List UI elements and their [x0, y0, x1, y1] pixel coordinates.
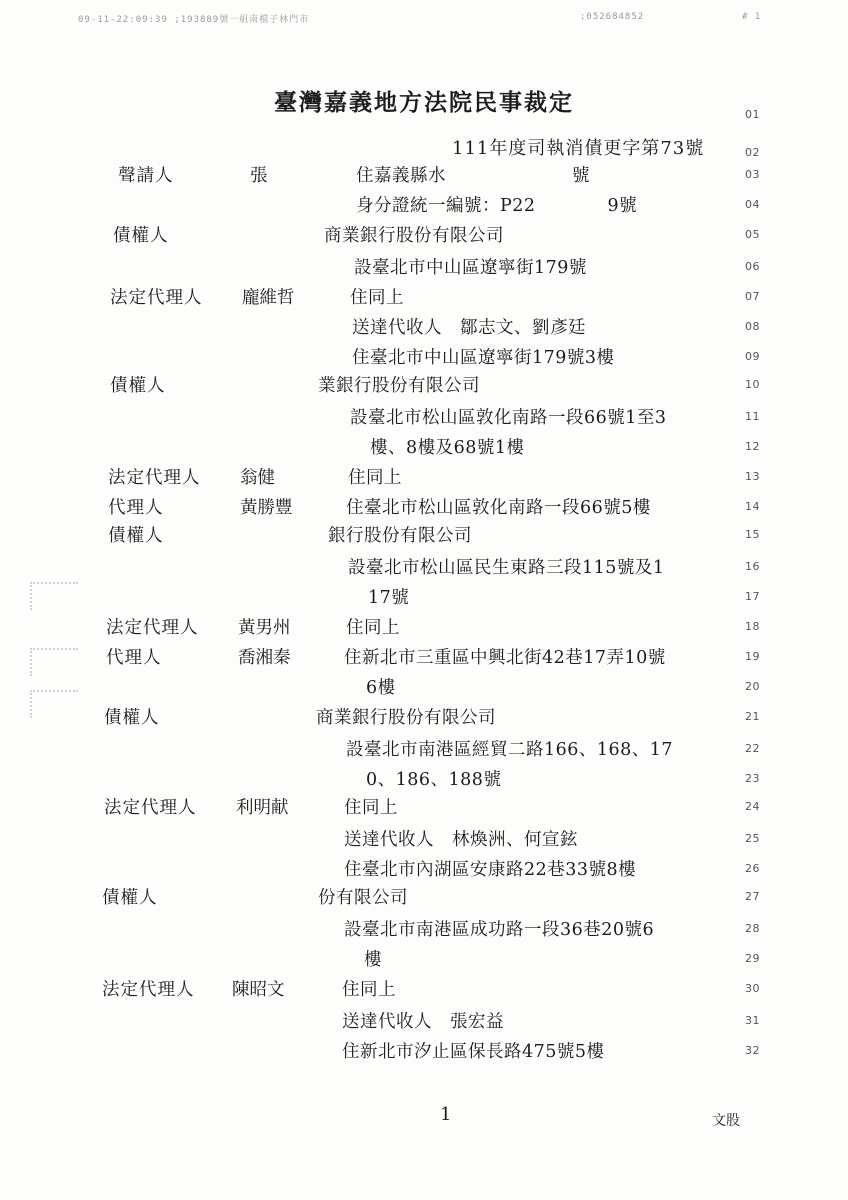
party-detail: 樓、8樓及68號1樓 [370, 438, 525, 458]
line-number: 30 [745, 982, 760, 995]
line-05 [0, 220, 848, 250]
line-number: 31 [745, 1014, 760, 1027]
line-number: 12 [745, 440, 760, 453]
party-detail: 份有限公司 [318, 888, 408, 908]
line-number: 10 [745, 378, 760, 391]
party-role: 債權人 [104, 708, 160, 728]
line-number: 23 [745, 772, 760, 785]
line-12 [0, 432, 848, 462]
line-number: 05 [745, 228, 760, 241]
line-number: 24 [745, 800, 760, 813]
line-28 [0, 914, 848, 944]
party-name: 陳昭文 [232, 980, 285, 1000]
party-detail: 身分證統一編號：P22 9號 [356, 196, 638, 216]
party-detail: 住新北市汐止區保長路475號5樓 [342, 1042, 605, 1062]
party-role: 法定代理人 [110, 288, 203, 308]
line-number: 02 [745, 146, 760, 159]
line-19 [0, 642, 848, 672]
document-title: 臺灣嘉義地方法院民事裁定 [274, 89, 574, 116]
line-number: 11 [745, 410, 760, 423]
party-detail: 設臺北市松山區民生東路三段115號及1 [348, 558, 665, 578]
party-detail: 樓 [364, 950, 382, 970]
line-16 [0, 552, 848, 582]
page-number: 1 [440, 1104, 452, 1125]
line-14 [0, 492, 848, 522]
line-23 [0, 764, 848, 794]
line-31 [0, 1006, 848, 1036]
party-detail: 住同上 [346, 618, 400, 638]
scan-mark [30, 648, 78, 676]
party-name: 黃勝豐 [240, 498, 293, 518]
party-detail: 0、186、188號 [366, 770, 502, 790]
party-name: 利明献 [236, 798, 289, 818]
line-number: 03 [745, 168, 760, 181]
party-detail: 設臺北市南港區經貿二路166、168、17 [346, 740, 674, 760]
party-role: 法定代理人 [108, 468, 201, 488]
party-detail: 送達代收人 張宏益 [342, 1012, 504, 1032]
line-number: 04 [745, 198, 760, 211]
line-10 [0, 370, 848, 400]
party-name: 翁健 [240, 468, 275, 488]
party-detail: 住同上 [342, 980, 396, 1000]
line-number: 09 [745, 350, 760, 363]
line-03 [0, 160, 848, 190]
party-detail: 住臺北市松山區敦化南路一段66號5樓 [346, 498, 651, 518]
party-role: 債權人 [110, 376, 166, 396]
party-name: 黃男州 [238, 618, 291, 638]
party-detail: 設臺北市中山區遼寧街179號 [354, 258, 587, 278]
party-detail: 住同上 [348, 468, 402, 488]
department-label: 文股 [712, 1113, 740, 1129]
line-number: 01 [745, 108, 760, 121]
line-08 [0, 312, 848, 342]
party-role: 債權人 [102, 888, 158, 908]
party-detail: 住臺北市內湖區安康路22巷33號8樓 [344, 860, 637, 880]
line-09 [0, 342, 848, 372]
line-07 [0, 282, 848, 312]
party-role: 法定代理人 [102, 980, 195, 1000]
line-number: 08 [745, 320, 760, 333]
line-18 [0, 612, 848, 642]
line-number: 28 [745, 922, 760, 935]
party-detail: 住新北市三重區中興北街42巷17弄10號 [344, 648, 666, 668]
line-number: 27 [745, 890, 760, 903]
line-number: 19 [745, 650, 760, 663]
line-30 [0, 974, 848, 1004]
line-number: 07 [745, 290, 760, 303]
line-29 [0, 944, 848, 974]
line-number: 17 [745, 590, 760, 603]
line-number: 25 [745, 832, 760, 845]
line-13 [0, 462, 848, 492]
line-number: 22 [745, 742, 760, 755]
line-26 [0, 854, 848, 884]
line-number: 32 [745, 1044, 760, 1057]
party-detail: 設臺北市南港區成功路一段36巷20號6 [344, 920, 655, 940]
party-detail: 住嘉義縣水 號 [356, 166, 590, 186]
party-role: 代理人 [108, 498, 164, 518]
line-number: 18 [745, 620, 760, 633]
party-name: 龐維哲 [242, 288, 295, 308]
line-06 [0, 252, 848, 282]
line-04 [0, 190, 848, 220]
party-role: 聲請人 [118, 166, 174, 186]
line-21 [0, 702, 848, 732]
party-detail: 送達代收人 林煥洲、何宣鉉 [344, 830, 578, 850]
line-27 [0, 882, 848, 912]
line-25 [0, 824, 848, 854]
party-detail: 設臺北市松山區敦化南路一段66號1至3 [350, 408, 667, 428]
line-20 [0, 672, 848, 702]
case-number: 111年度司執消債更字第73號 [452, 138, 705, 159]
line-17 [0, 582, 848, 612]
party-role: 債權人 [113, 226, 169, 246]
line-number: 16 [745, 560, 760, 573]
fax-header-left: 09-11-22:09:39 ;193889號一組南檔子林門市 [78, 15, 310, 25]
line-number: 26 [745, 862, 760, 875]
party-detail: 6樓 [366, 678, 396, 698]
line-22 [0, 734, 848, 764]
scan-mark [30, 690, 78, 718]
party-role: 代理人 [106, 648, 162, 668]
party-detail: 商業銀行股份有限公司 [316, 708, 496, 728]
line-15 [0, 520, 848, 550]
line-number: 20 [745, 680, 760, 693]
fax-header-middle: ;052684852 [580, 12, 645, 22]
line-number: 13 [745, 470, 760, 483]
party-role: 債權人 [108, 526, 164, 546]
party-detail: 住臺北市中山區遼寧街179號3樓 [352, 348, 615, 368]
party-detail: 住同上 [350, 288, 404, 308]
line-number: 06 [745, 260, 760, 273]
party-name: 張 [250, 166, 268, 186]
party-name: 喬湘秦 [238, 648, 291, 668]
line-number: 21 [745, 710, 760, 723]
party-detail: 送達代收人 鄒志文、劉彥廷 [352, 318, 586, 338]
party-role: 法定代理人 [104, 798, 197, 818]
party-detail: 住同上 [344, 798, 398, 818]
line-11 [0, 402, 848, 432]
line-number: 14 [745, 500, 760, 513]
line-24 [0, 792, 848, 822]
party-detail: 17號 [368, 588, 410, 608]
scan-mark [30, 582, 78, 610]
line-01 [0, 100, 848, 130]
line-number: 15 [745, 528, 760, 541]
party-detail: 銀行股份有限公司 [328, 526, 472, 546]
line-32 [0, 1036, 848, 1066]
party-detail: 業銀行股份有限公司 [318, 376, 480, 396]
party-role: 法定代理人 [106, 618, 199, 638]
fax-header-right: # 1 [742, 12, 762, 22]
party-detail: 商業銀行股份有限公司 [324, 226, 504, 246]
line-number: 29 [745, 952, 760, 965]
